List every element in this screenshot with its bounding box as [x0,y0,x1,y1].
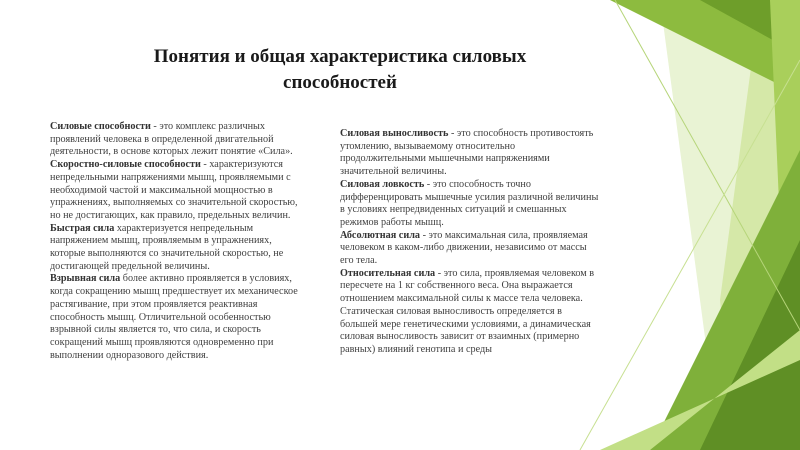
slide-title [70,44,610,96]
definition-paragraph [340,230,602,268]
definition-term: Силовая выносливость [340,128,449,139]
definition-paragraph [340,268,602,306]
definition-term: Силовые способности [50,121,151,132]
definition-text: - это способность точно дифференцировать мышечные усилия различной величины в условиях непредвиденных ситуаций и смешанных режимов работы мышц. [340,178,599,228]
definition-text: характеризуется непредельным напряжением мышц, проявляемым в упражнениях, которые выполняются со значительной скоростью, не достигающей предельной величины. [50,222,284,272]
definition-paragraph [50,223,304,274]
definition-text: более активно проявляется в условиях, когда сокращению мышц предшествует их механическое растягивание, при этом проявляется реактивная способность мышц. Отличительной особенностью взрывной силы является то, что сила, и скорость сокращений мышц проявляются одновременно при выполнении одноразового действия. [50,273,298,361]
definition-term: Относительная сила [340,267,436,279]
definition-text: Статическая силовая выносливость определяется в большей мере генетическими условиями, а динамическая силовая выносливость зависит от взаимных (примерно равных) влияний генотипа и среды [340,305,591,355]
definition-paragraph [50,159,304,223]
left-column [50,121,304,362]
slide-title-line-1: Понятия и общая характеристика силовых [153,46,527,67]
definition-paragraph [340,306,602,357]
definition-text: - это способность противостоять утомлению, вызываемому относительно продолжительными мышечными напряжениями значительной величины. [340,128,594,178]
definition-term: Скоростно-силовые способности [50,159,201,171]
definition-text: - это сила, проявляемая человеком в пересчете на 1 кг собственного веса. Она выражается отношением максимальной силы к массе тела человека. [340,267,595,305]
slide-title-line-2: способностей [283,72,397,93]
definition-text: - характеризуются непредельными напряжениями мышц, проявляемыми с необходимой частой и максимальной мощностью в упражнениях, выполняемых со значительной скоростью, но не достигающих, как правило, предельных величин. [50,159,298,221]
definition-text: - это комплекс различных проявлений человека в определенной двигательной деятельности, в основе которых лежит понятие «Сила». [50,121,293,158]
definition-term: Силовая ловкость [340,178,425,190]
right-column [340,128,602,357]
definition-text: - это максимальная сила, проявляемая человеком в каком-либо движении, независимо от массы его тела. [340,229,588,267]
definition-term: Быстрая сила [50,222,115,234]
definition-paragraph [50,273,304,362]
definition-paragraph [340,179,602,230]
definition-term: Взрывная сила [50,273,121,285]
definition-paragraph [50,121,304,159]
definition-paragraph [340,128,602,179]
definition-term: Абсолютная сила [340,229,421,241]
